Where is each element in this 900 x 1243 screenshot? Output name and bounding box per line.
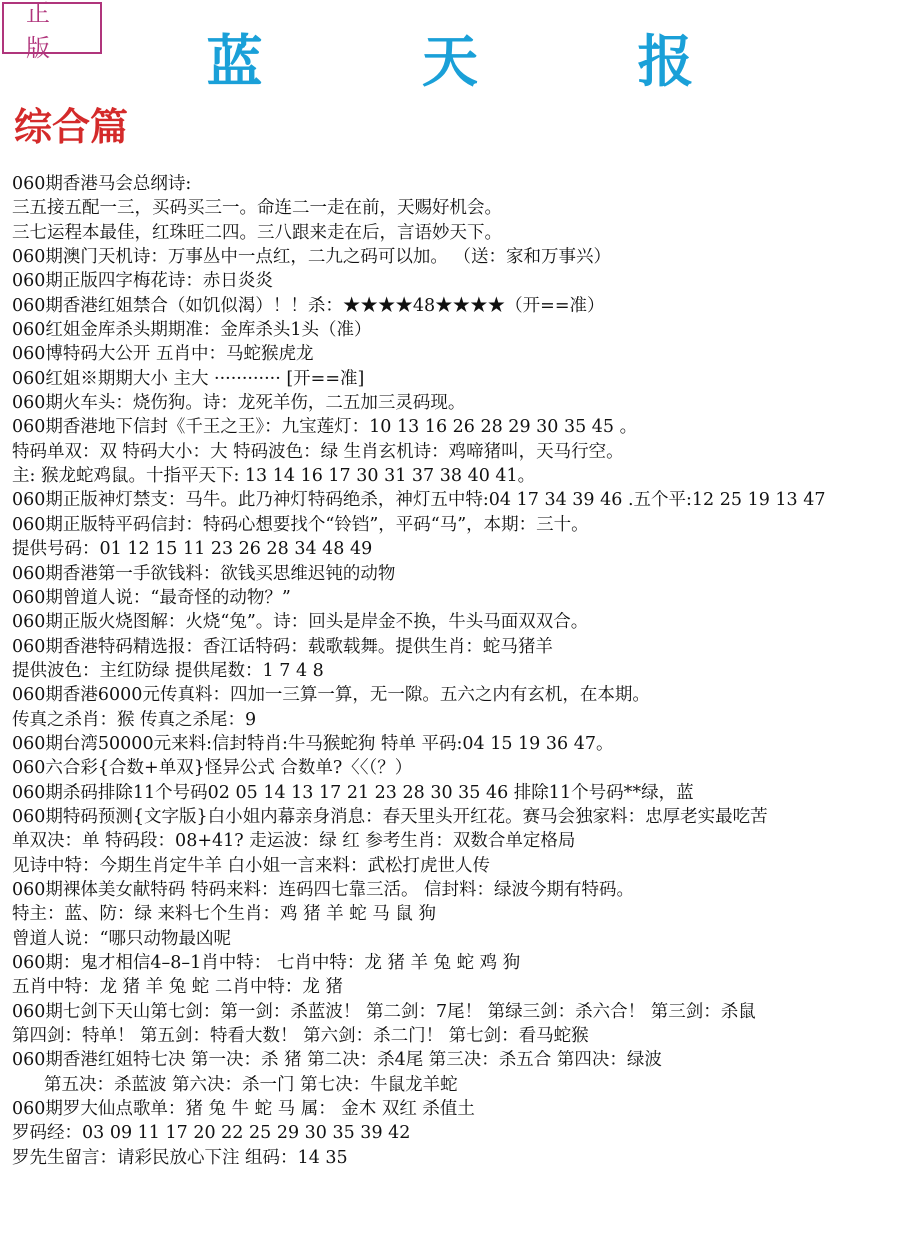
text-line: 060期杀码排除11个号码02 05 14 13 17 21 23 28 30 35 46 排除11个号码**绿，蓝: [12, 782, 694, 803]
text-line: 060六合彩{合数+单双}怪异公式 合数单?〈〈（？）: [12, 758, 413, 779]
content-body: [12, 172, 900, 1170]
text-line: 060期香港特码精选报：香江话特码：载歌载舞。提供生肖：蛇马猪羊: [12, 636, 553, 657]
text-line: 060期香港6000元传真料：四加一三算一算，无一隙。五六之内有玄机，在本期。: [12, 685, 650, 706]
text-line: 060期台湾50000元来料:信封特肖:牛马猴蛇狗 特单 平码:04 15 19 36 47。: [12, 733, 614, 754]
text-line: 060期正版四字梅花诗：赤日炎炎: [12, 271, 273, 292]
text-line: 罗先生留言：请彩民放心下注 组码：14 35: [12, 1147, 348, 1168]
text-line: 060期特码预测{文字版}白小姐内幕亲身消息：春天里头开红花。赛马会独家料：忠厚老实最吃苦: [12, 806, 768, 827]
text-line: 特主：蓝、防：绿 来料七个生肖：鸡 猪 羊 蛇 马 鼠 狗: [12, 904, 436, 925]
text-line: 060期正版神灯禁支：马牛。此乃神灯特码绝杀，神灯五中特:04 17 34 39 46 .五个平:12 25 19 13 47: [12, 490, 826, 511]
text-line: 传真之杀肖：猴 传真之杀尾：9: [12, 709, 257, 730]
text-line: 特码单双：双 特码大小：大 特码波色：绿 生肖玄机诗：鸡啼猪叫，天马行空。: [12, 441, 624, 462]
text-line: 060期曾道人说：“最奇怪的动物？”: [12, 587, 291, 608]
text-line: 060期正版特平码信封：特码心想要找个“铃铛”，平码“马”，本期：三十。: [12, 514, 589, 535]
text-line: 060期七剑下天山第七剑：第一剑：杀蓝波！ 第二剑：7尾！ 第绿三剑：杀六合！ 第三剑：杀鼠: [12, 1001, 756, 1022]
text-line: 见诗中特：今期生肖定牛羊 白小姐一言来料：武松打虎世人传: [12, 855, 491, 876]
text-line: 060期：鬼才相信4–8–1肖中特： 七肖中特：龙 猪 羊 兔 蛇 鸡 狗: [12, 953, 521, 973]
text-line: 主: 猴龙蛇鸡鼠。十指平天下: 13 14 16 17 30 31 37 38 40 41。: [12, 466, 536, 487]
text-line: 三七运程本最佳，红珠旺二四。三八跟来走在后，言语妙天下。: [12, 222, 502, 243]
text-line: 060期火车头：烧伤狗。诗：龙死羊伤，二五加三灵码现。: [12, 393, 466, 414]
text-line: 罗码经：03 09 11 17 20 22 25 29 30 35 39 42: [12, 1123, 411, 1144]
text-line: 060期正版火烧图解：火烧“兔”。诗：回头是岸金不换，牛头马面双双合。: [12, 612, 589, 633]
text-line: 060期罗大仙点歌单：猪 兔 牛 蛇 马 属： 金木 双红 杀值土: [12, 1099, 475, 1120]
text-line: 060期香港红姐禁合（如饥似渴）！！杀：★★★★48★★★★（开==准）: [12, 295, 605, 316]
newspaper-title: 蓝 天 报: [206, 29, 764, 95]
text-line: 060红姐※期期大小 主大 ············ [开==准]: [12, 368, 365, 389]
text-line: 060期香港第一手欲钱料：欲钱买思维迟钝的动物: [12, 563, 396, 584]
text-line: 曾道人说：“哪只动物最凶呢: [12, 928, 231, 949]
text-line: 060红姐金库杀头期期准：金库杀头1头（准）: [12, 320, 372, 341]
text-line: 060期香港红姐特七决 第一决：杀 猪 第二决：杀4尾 第三决：杀五合 第四决：绿波: [12, 1050, 662, 1071]
text-line: 五肖中特：龙 猪 羊 兔 蛇 二肖中特：龙 猪: [12, 977, 343, 998]
text-line: 提供号码：01 12 15 11 23 26 28 34 48 49: [12, 539, 373, 560]
edition-badge: 正 版: [2, 2, 102, 54]
text-line: 060博特码大公开 五肖中：马蛇猴虎龙: [12, 344, 314, 365]
text-line: 060期香港马会总纲诗:: [12, 174, 192, 194]
section-heading: 综合篇: [14, 104, 129, 149]
text-line: 第五决：杀蓝波 第六决：杀一门 第七决：牛鼠龙羊蛇: [44, 1074, 458, 1095]
text-line: 060期香港地下信封《千王之王》：九宝莲灯：10 13 16 26 28 29 30 35 45 。: [12, 417, 638, 438]
text-line: 第四剑：特单！ 第五剑：特看大数！ 第六剑：杀二门！ 第七剑：看马蛇猴: [12, 1026, 589, 1047]
text-line: 单双决：单 特码段：08+41? 走运波：绿 红 参考生肖：双数合单定格局: [12, 831, 576, 852]
text-line: 三五接五配一三，买码买三一。命连二一走在前，天赐好机会。: [12, 198, 502, 219]
text-line: 060期澳门天机诗：万事丛中一点红，二九之码可以加。 （送：家和万事兴）: [12, 247, 611, 268]
text-line: 提供波色：主红防绿 提供尾数：1 7 4 8: [12, 660, 324, 681]
text-line: 060期裸体美女献特码 特码来料：连码四七靠三活。 信封料：绿波今期有特码。: [12, 879, 635, 900]
